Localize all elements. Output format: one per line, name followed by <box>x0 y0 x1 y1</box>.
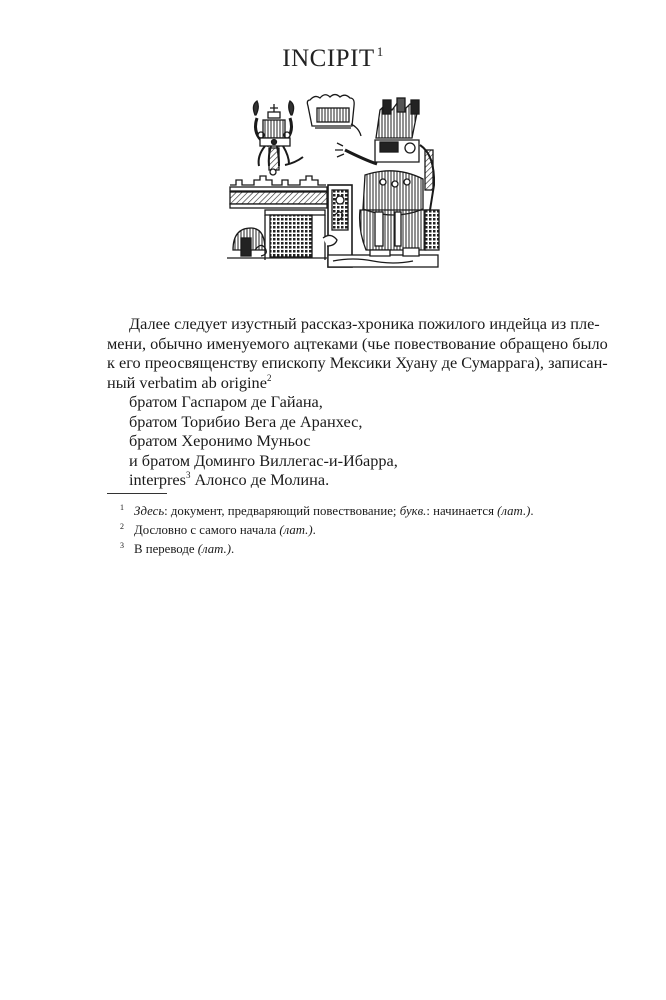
codex-illustration <box>225 90 450 270</box>
main-text <box>107 314 608 490</box>
interpreter-prefix: interpres <box>129 470 186 489</box>
footnote-text: букв. <box>399 504 427 518</box>
scribe-item: братом Торибио Вега де Аранхес, <box>129 411 363 431</box>
footnote-text: (лат.) <box>497 504 531 518</box>
temple-doorway <box>227 210 327 260</box>
footnote-number: 2 <box>120 522 124 531</box>
scribe-item: братом Херонимо Муньос <box>129 431 311 450</box>
deity-figure <box>253 101 303 175</box>
footnote-text: . <box>312 523 316 537</box>
footnote-text: В переводе <box>134 542 198 556</box>
chapter-title <box>0 44 666 73</box>
intro-paragraph <box>107 314 608 392</box>
footnote-text: . <box>230 542 235 556</box>
footnote-number: 1 <box>120 503 124 512</box>
scribe-item: и братом Доминго Виллегас-и-Ибарра, <box>129 450 398 470</box>
footnote-text: Здесь <box>134 504 165 518</box>
footnote-text: (лат.) <box>279 523 313 537</box>
scribes-list <box>107 392 579 490</box>
paragraph-line: мени, обычно именуемого ацтеками (чье повествование обращено было <box>107 333 608 353</box>
footnote-number: 3 <box>120 541 124 550</box>
footnote-text: : документ, предваряющий повествование; <box>164 504 400 518</box>
footnotes <box>120 500 580 557</box>
cloud-glyph <box>307 95 361 137</box>
footnote-text: : начинается <box>426 504 498 518</box>
paragraph-line: к его преосвященству епископу Мексики Хуану де Сумаррага), записан- <box>107 353 608 372</box>
footnote-ref-3: 3 <box>185 470 191 480</box>
interpreter-line <box>107 470 579 490</box>
paragraph-line-text: Далее следует изустный рассказ-хроника пожилого индейца из пле- <box>129 314 600 333</box>
footnote-text: . <box>530 504 534 518</box>
footnote-ref-1: 1 <box>376 44 384 59</box>
interpreter-name: Алонсо де Молина. <box>190 470 330 489</box>
footnote-1 <box>120 500 580 519</box>
scribe-item: братом Гаспаром де Гайана, <box>129 392 323 411</box>
paragraph-line <box>107 314 600 334</box>
footnote-text: (лат.) <box>197 542 231 556</box>
footnote-ref-2: 2 <box>266 372 272 383</box>
footnote-text: Дословно с самого начала <box>134 523 280 537</box>
codex-illustration-icon <box>225 90 450 270</box>
footnote-2 <box>120 519 580 538</box>
paragraph-last-line-text: ный verbatim ab origine <box>107 372 267 392</box>
paragraph-last-line <box>107 373 579 393</box>
footnote-divider <box>107 493 167 494</box>
footnote-3 <box>120 538 580 557</box>
temple-roof <box>230 176 327 208</box>
chapter-title-text: INCIPIT <box>282 45 375 72</box>
